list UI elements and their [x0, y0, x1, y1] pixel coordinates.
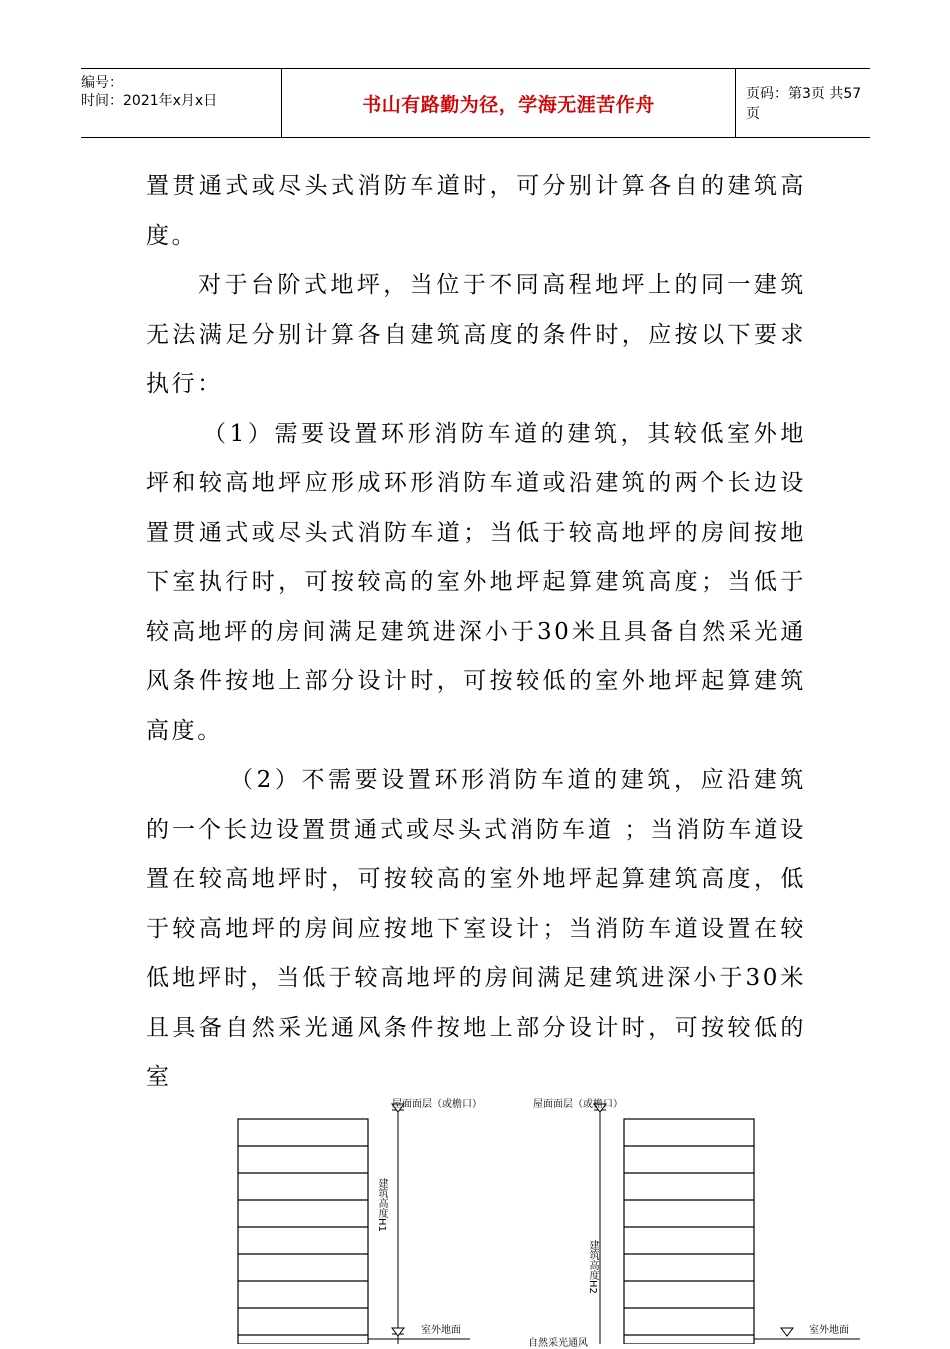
- document-body: [146, 162, 806, 1103]
- ground-label-left: 室外地面: [421, 1325, 461, 1336]
- header-motto: 书山有路勤为径，学海无涯苦作舟: [281, 69, 736, 137]
- header-meta: [81, 69, 281, 137]
- paragraph-continuation: 置贯通式或尽头式消防车道时，可分别计算各自的建筑高度。: [146, 173, 806, 249]
- paragraph-item-1: （1）需要设置环形消防车道的建筑，其较低室外地坪和较高地坪应形成环形消防车道或沿建筑的两个长边设置贯通式或尽头式消防车道；当低于较高地坪的房间按地下室执行时，可按较高的室外地坪起算建筑高度；当低于较高地坪的房间满足建筑进深小于30米且具备自然采光通风条件按地上部分设计时，可按较低的室外地坪起算建筑高度。: [146, 420, 806, 744]
- right-height-dimension: [594, 1104, 606, 1344]
- right-building: [624, 1119, 754, 1344]
- ventilation-label: 自然采光通风: [528, 1338, 588, 1349]
- document-time-label: 时间：2021年x月x日: [81, 93, 218, 109]
- left-building: [238, 1119, 368, 1344]
- paragraph-item-2: （2）不需要设置环形消防车道的建筑，应沿建筑的一个长边设置贯通式或尽头式消防车道 ；当消防车道设置在较高地坪时，可按较高的室外地坪起算建筑高度，低于较高地坪的房间应按地下室设计；当消防车道设置在较低地坪时，当低于较高地坪的房间满足建筑进深小于30米且具备自然采光通风条件按地上部分设计时，可按较低的室: [146, 767, 806, 1090]
- height-label-h1: 建筑高度H1: [376, 1178, 387, 1232]
- document-number-label: 编号：: [81, 75, 123, 91]
- building-height-diagram: [0, 1080, 950, 1349]
- roof-label-left: 屋面面层（或檐口）: [392, 1099, 482, 1110]
- height-label-h2: 建筑高度H2: [587, 1240, 598, 1294]
- roof-label-right: 屋面面层（或檐口）: [533, 1099, 623, 1110]
- paragraph-stepped-ground: 对于台阶式地坪，当位于不同高程地坪上的同一建筑无法满足分别计算各自建筑高度的条件时，应按以下要求执行：: [146, 272, 806, 397]
- diagram-drawing: [0, 1080, 950, 1344]
- page-header: [81, 68, 870, 138]
- ground-label-right: 室外地面: [809, 1325, 849, 1336]
- header-page-info: 页码：第3页 共57页: [746, 86, 862, 122]
